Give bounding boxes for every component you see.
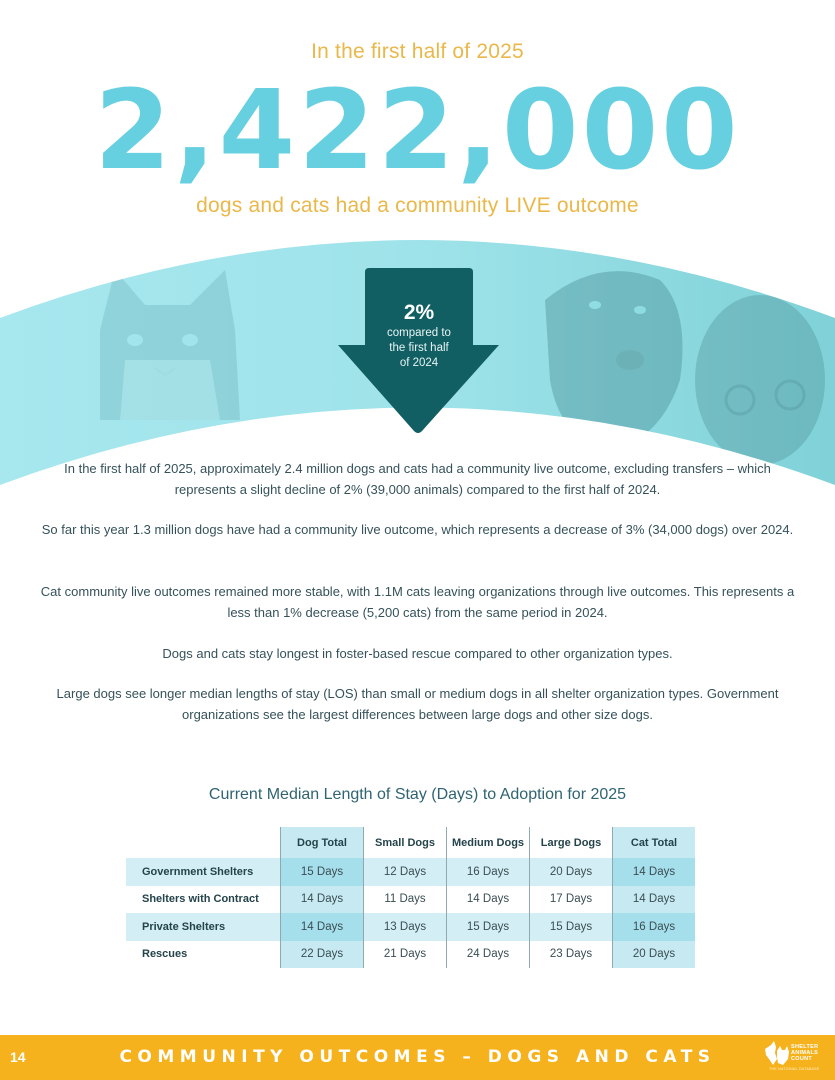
cell: 23 Days: [530, 941, 613, 969]
cell: 14 Days: [447, 886, 530, 914]
change-percent: 2%: [403, 301, 435, 324]
change-caption-line-1: compared to: [387, 327, 451, 339]
logo-tagline: THE NATIONAL DATABASE: [769, 1067, 820, 1071]
row-label: Government Shelters: [126, 858, 281, 886]
cell: 20 Days: [613, 941, 696, 969]
paragraph-foster: Dogs and cats stay longest in foster-based rescue compared to other organization types.: [162, 646, 673, 661]
hero-subtitle: dogs and cats had a community LIVE outcome: [196, 194, 639, 217]
paragraph-overall: In the first half of 2025, approximately 2.4 million dogs and cats had a community live outcome, excluding transfers – which represents a slight decline of 2% (39,000 animals) compared to the first half of 2024.: [64, 461, 771, 497]
cell: 17 Days: [530, 886, 613, 914]
cell: 15 Days: [530, 913, 613, 941]
change-caption-line-3: of 2024: [399, 357, 439, 369]
cell: 24 Days: [447, 941, 530, 969]
cell: 20 Days: [530, 858, 613, 886]
section-title: COMMUNITY OUTCOMES – DOGS AND CATS: [119, 1047, 716, 1067]
cell: 12 Days: [364, 858, 447, 886]
header-blank: [126, 827, 281, 858]
cell: 16 Days: [447, 858, 530, 886]
hero-big-number: 2,422,000: [94, 66, 741, 194]
row-label: Shelters with Contract: [142, 893, 259, 906]
row-label: Rescues: [142, 948, 188, 961]
paragraph-dogs: So far this year 1.3 million dogs have had a community live outcome, which represents a decrease of 3% (34,000 dogs) over 2024.: [41, 522, 794, 537]
table-row: [126, 941, 695, 969]
cell: 13 Days: [364, 913, 447, 941]
table-title: Current Median Length of Stay (Days) to Adoption for 2025: [208, 786, 627, 803]
logo-line-3: COUNT: [791, 1056, 813, 1062]
change-caption-line-2: the first half: [389, 342, 449, 354]
header-small-dogs: Small Dogs: [364, 827, 447, 858]
cell: 14 Days: [281, 913, 364, 941]
cell: 22 Days: [281, 941, 364, 969]
dog-cat-logo-icon: [763, 1041, 791, 1067]
row-label: Private Shelters: [126, 913, 281, 941]
change-callout: [365, 300, 473, 371]
hero-intro: In the first half of 2025: [311, 40, 524, 63]
header-large-dogs: Large Dogs: [530, 827, 613, 858]
paragraph-cats: Cat community live outcomes remained more stable, with 1.1M cats leaving organizations through live outcomes. This represents a less than 1% decrease (5,200 cats) from the same period in 2024.: [40, 584, 795, 620]
cell: 15 Days: [281, 858, 364, 886]
header-medium-dogs: Medium Dogs: [447, 827, 530, 858]
table-row: [126, 858, 695, 886]
cell: 11 Days: [364, 886, 447, 914]
header-cat-total: Cat Total: [613, 827, 696, 858]
table-row: [126, 886, 695, 914]
person-photo-silhouette: [695, 295, 825, 465]
cell: 15 Days: [447, 913, 530, 941]
shelter-animals-count-logo: [763, 1041, 833, 1075]
cell: 14 Days: [281, 886, 364, 914]
los-table: [126, 827, 695, 968]
logo-line-1: SHELTER: [791, 1044, 819, 1050]
page-number: 14: [10, 1049, 26, 1065]
paragraph-large-dogs: Large dogs see longer median lengths of stay (LOS) than small or medium dogs in all shelter organization types. Government organizations see the largest differences between large dogs and other size dogs.: [56, 686, 779, 722]
cell: 21 Days: [364, 941, 447, 969]
cell: 14 Days: [613, 858, 696, 886]
logo-line-2: ANIMALS: [791, 1050, 819, 1056]
logo-text: [791, 1044, 818, 1062]
cell: 16 Days: [613, 913, 696, 941]
table-row: [126, 913, 695, 941]
table-header-row: [126, 827, 695, 858]
cell: 14 Days: [613, 886, 696, 914]
page-footer: [0, 1035, 835, 1080]
header-dog-total: Dog Total: [281, 827, 364, 858]
